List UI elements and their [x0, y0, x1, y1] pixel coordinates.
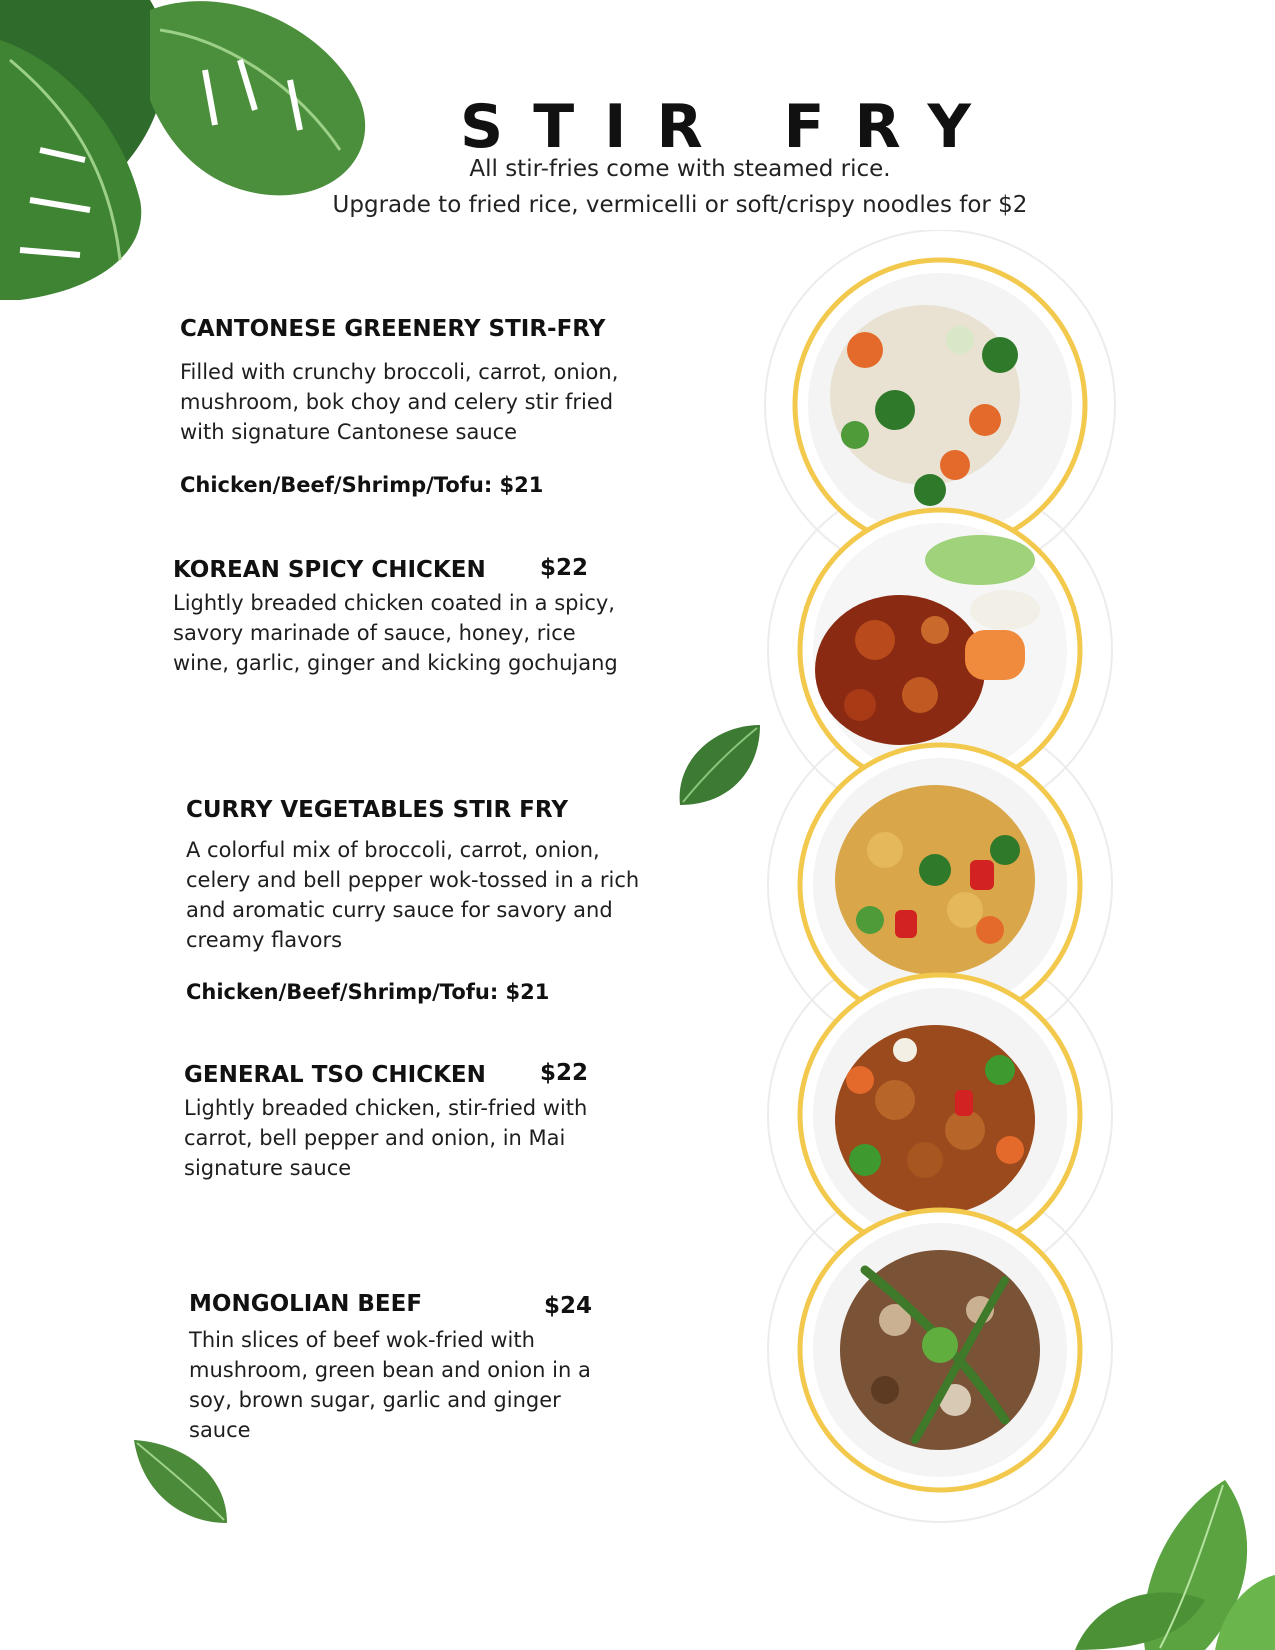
subtitle-line-1: All stir-fries come with steamed rice. [469, 156, 891, 182]
mongolian-beef-photo-icon [800, 1210, 1080, 1490]
dish-photo-column [755, 230, 1125, 1530]
monstera-leaf-icon [0, 0, 400, 310]
floating-leaf-icon [675, 720, 765, 810]
item-description: Filled with crunchy broccoli, carrot, onion, mushroom, bok choy and celery stir fried with signature Cantonese sauce [180, 360, 619, 444]
item-name: CURRY VEGETABLES STIR FRY [186, 797, 569, 823]
item-description: Thin slices of beef wok-fried with mushroom, green bean and onion in a soy, brown sugar, garlic and ginger sauce [189, 1328, 591, 1442]
item-price: $22 [540, 1060, 589, 1086]
item-description: A colorful mix of broccoli, carrot, onion, celery and bell pepper wok-tossed in a rich and aromatic curry sauce for savory and creamy flavors [186, 838, 640, 952]
item-name: MONGOLIAN BEEF [189, 1291, 423, 1317]
bottom-left-leaf-icon [132, 1438, 232, 1528]
page-title: STIR FRY [460, 92, 1001, 162]
item-proteins: Chicken/Beef/Shrimp/Tofu: $21 [180, 473, 544, 497]
item-proteins: Chicken/Beef/Shrimp/Tofu: $21 [186, 980, 550, 1004]
vegetable-stir-fry-photo-icon [795, 260, 1085, 550]
subtitle-line-2: Upgrade to fried rice, vermicelli or soft/crispy noodles for $2 [332, 192, 1028, 218]
item-description: Lightly breaded chicken coated in a spicy, savory marinade of sauce, honey, rice wine, garlic, ginger and kicking gochujang [173, 591, 618, 675]
item-description: Lightly breaded chicken, stir-fried with carrot, bell pepper and onion, in Mai signature sauce [184, 1096, 588, 1180]
item-name: GENERAL TSO CHICKEN [184, 1062, 486, 1088]
item-name: CANTONESE GREENERY STIR-FRY [180, 316, 606, 342]
item-name: KOREAN SPICY CHICKEN [173, 557, 486, 583]
item-price: $24 [544, 1293, 593, 1319]
item-price: $22 [540, 555, 589, 581]
